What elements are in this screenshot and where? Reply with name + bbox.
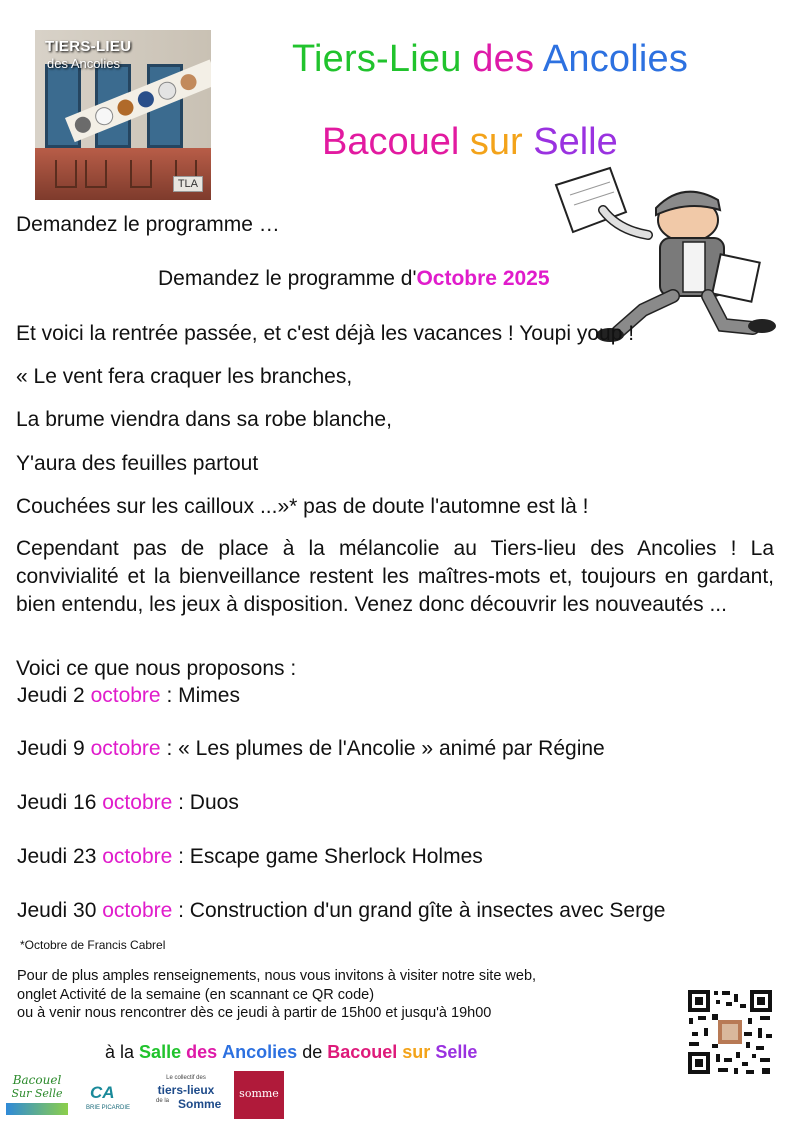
event-desc: : Mimes <box>166 684 240 707</box>
event-day: Jeudi 16 <box>17 791 97 814</box>
event-month: octobre <box>90 737 161 760</box>
location-prefix: à la <box>105 1042 135 1062</box>
collectif-tiers-lieux-logo <box>150 1071 222 1119</box>
subtitle-part: sur <box>469 121 523 163</box>
event-day: Jeudi 30 <box>17 899 97 922</box>
event-month: octobre <box>102 845 173 868</box>
info-line: Pour de plus amples renseignements, nous vous invitons à visiter notre site web, <box>17 968 537 984</box>
event-month: octobre <box>102 791 173 814</box>
event-day: Jeudi 2 <box>17 684 85 707</box>
credit-agricole-logo <box>86 1071 130 1119</box>
page-subtitle <box>322 121 618 164</box>
bacouel-logo <box>4 1071 70 1119</box>
event-month: octobre <box>90 684 161 707</box>
ca-logo-mark: CA <box>90 1083 115 1102</box>
event-month: octobre <box>102 899 173 922</box>
event-item <box>17 684 240 708</box>
event-desc: : « Les plumes de l'Ancolie » animé par Régine <box>166 737 605 760</box>
subtitle-part: Selle <box>533 121 618 163</box>
ca-logo-sub: BRIE PICARDIE <box>85 1105 130 1111</box>
event-day: Jeudi 9 <box>17 737 85 760</box>
intro-program-line <box>158 267 550 291</box>
location-sur: sur <box>402 1042 431 1062</box>
program-month: Octobre 2025 <box>416 267 550 290</box>
page-title <box>292 38 688 81</box>
rentree-text: Et voici la rentrée passée, et c'est déjà les vacances ! Youpi youp ! <box>16 322 635 345</box>
collectif-main1: tiers-lieux <box>157 1083 215 1097</box>
subtitle-part: Bacouel <box>322 121 460 163</box>
poem-line: La brume viendra dans sa robe blanche, <box>16 408 392 431</box>
event-item <box>17 845 483 869</box>
collectif-de: de la <box>156 1098 170 1104</box>
title-part: des <box>472 38 535 80</box>
title-part: Ancolies <box>542 38 689 80</box>
bacouel-logo-line1: Bacouel <box>12 1073 62 1087</box>
location-selle: Selle <box>435 1042 478 1062</box>
location-bacouel: Bacouel <box>327 1042 398 1062</box>
location-line <box>105 1042 477 1063</box>
logo-title: TIERS-LIEU <box>45 38 132 55</box>
bacouel-logo-line2: Sur Selle <box>11 1087 63 1100</box>
info-line: ou à venir nous rencontrer dès ce jeudi à partir de 15h00 et jusqu'à 19h00 <box>17 1005 492 1021</box>
intro-line: Demandez le programme … <box>16 213 280 236</box>
location-des: des <box>186 1042 218 1062</box>
location-ancolies: Ancolies <box>222 1042 298 1062</box>
somme-logo-label: somme <box>239 1087 279 1100</box>
event-item <box>17 791 239 815</box>
poem-line: Y'aura des feuilles partout <box>16 452 259 475</box>
footnote: *Octobre de Francis Cabrel <box>20 938 166 952</box>
title-part: Tiers-Lieu <box>292 38 462 80</box>
intro-prefix: Demandez le programme d' <box>158 267 417 290</box>
intro-paragraph: Cependant pas de place à la mélancolie au Tiers-lieu des Ancolies ! La convivialité et la bienveillance restent les maîtres-mots et, toujours en gardant, bien entendu, les jeux à disposition. Venez donc découvrir les nouveautés ... <box>16 537 774 616</box>
tiers-lieu-logo <box>35 30 211 200</box>
location-de: de <box>302 1042 323 1062</box>
somme-logo <box>234 1071 284 1119</box>
event-desc: : Construction d'un grand gîte à insectes avec Serge <box>178 899 666 922</box>
info-line: onglet Activité de la semaine (en scannant ce QR code) <box>17 987 375 1003</box>
event-desc: : Duos <box>178 791 239 814</box>
event-item <box>17 899 665 923</box>
event-day: Jeudi 23 <box>17 845 97 868</box>
logo-badge: TLA <box>173 176 203 192</box>
logo-subtitle: des Ancolies <box>47 56 120 71</box>
location-salle: Salle <box>139 1042 182 1062</box>
collectif-small: Le collectif des <box>166 1075 206 1081</box>
proposals-heading: Voici ce que nous proposons : <box>16 657 297 680</box>
poem-line: Couchées sur les cailloux ...»* pas de doute l'automne est là ! <box>16 495 589 518</box>
qr-code-icon[interactable] <box>686 988 774 1076</box>
event-item <box>17 737 605 761</box>
collectif-main2: Somme <box>178 1097 222 1111</box>
event-desc: : Escape game Sherlock Holmes <box>178 845 483 868</box>
poem-line: « Le vent fera craquer les branches, <box>16 365 353 388</box>
